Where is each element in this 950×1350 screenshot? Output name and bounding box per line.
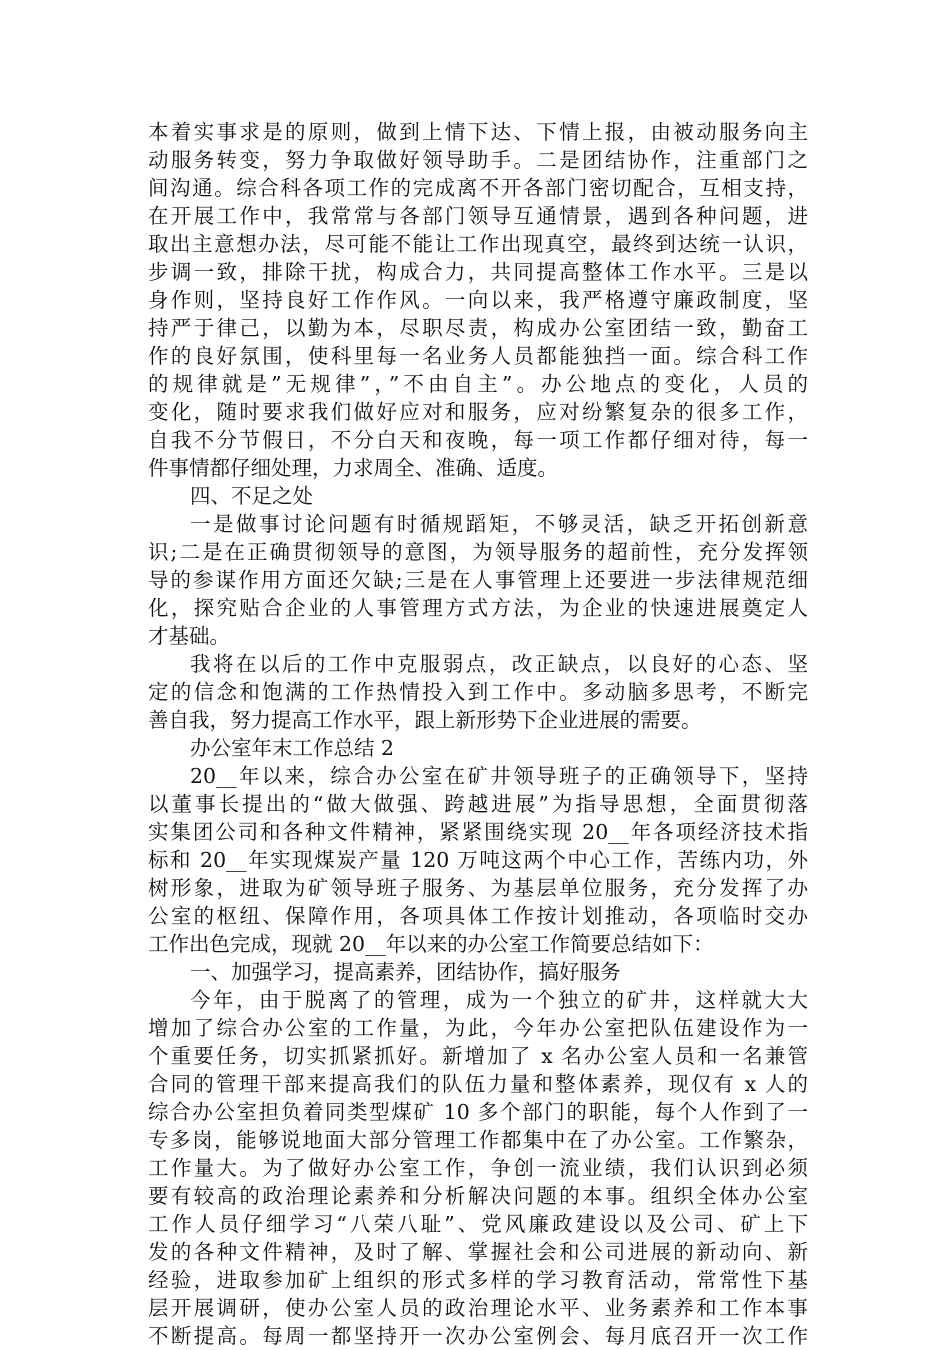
text-line: 公室的枢纽、保障作用，各项具体工作按计划推动，各项临时交办 <box>148 904 808 928</box>
text-line: 合同的管理干部来提高我们的队伍力量和整体素养，现仅有 x 人的 <box>148 1072 808 1096</box>
text-line: 变化，随时要求我们做好应对和服务，应对纷繁复杂的很多工作， <box>148 400 808 424</box>
text-line: 要有较高的政治理论素养和分析解决问题的本事。组织全体办公室 <box>148 1184 808 1208</box>
text-line: 善自我，努力提高工作水平，跟上新形势下企业进展的需要。 <box>148 708 702 732</box>
text-line: 工作人员仔细学习“八荣八耻”、党风廉政建设以及公司、矿上下 <box>148 1212 808 1236</box>
text-line: 取出主意想办法，尽可能不能让工作出现真空，最终到达统一认识， <box>148 232 808 256</box>
text-line: 身作则，坚持良好工作作风。一向以来，我严格遵守廉政制度，坚 <box>148 288 808 312</box>
text-line: 树形象，进取为矿领导班子服务、为基层单位服务，充分发挥了办 <box>148 876 808 900</box>
text-line: 四、不足之处 <box>190 484 313 508</box>
text-line: 的规律就是”无规律”，”不由自主”。办公地点的变化，人员的 <box>148 372 808 396</box>
text-line: 办公室年末工作总结 2 <box>190 736 395 760</box>
text-line: 持严于律己，以勤为本，尽职尽责，构成办公室团结一致，勤奋工 <box>148 316 808 340</box>
text-line: 增加了综合办公室的工作量，为此，今年办公室把队伍建设作为一 <box>148 1016 808 1040</box>
text-line: 本着实事求是的原则，做到上情下达、下情上报，由被动服务向主 <box>148 120 808 144</box>
text-line: 动服务转变，努力争取做好领导助手。二是团结协作，注重部门之 <box>148 148 808 172</box>
text-line: 步调一致，排除干扰，构成合力，共同提高整体工作水平。三是以 <box>148 260 808 284</box>
text-line: 20__年以来，综合办公室在矿井领导班子的正确领导下，坚持 <box>190 764 808 788</box>
text-line: 才基础。 <box>148 624 230 648</box>
text-line: 以董事长提出的“做大做强、跨越进展”为指导思想，全面贯彻落 <box>148 792 808 816</box>
text-line: 化，探究贴合企业的人事管理方式方法，为企业的快速进展奠定人 <box>148 596 808 620</box>
text-line: 间沟通。综合科各项工作的完成离不开各部门密切配合，互相支持， <box>148 176 808 200</box>
text-line: 专多岗，能够说地面大部分管理工作都集中在了办公室。工作繁杂， <box>148 1128 808 1152</box>
text-line: 层开展调研，使办公室人员的政治理论水平、业务素养和工作本事 <box>148 1296 808 1320</box>
text-line: 发的各种文件精神，及时了解、掌握社会和公司进展的新动向、新 <box>148 1240 808 1264</box>
text-line: 作的良好氛围，使科里每一名业务人员都能独挡一面。综合科工作 <box>148 344 808 368</box>
text-line: 自我不分节假日，不分白天和夜晚，每一项工作都仔细对待，每一 <box>148 428 808 452</box>
text-line: 不断提高。每周一都坚持开一次办公室例会、每月底召开一次工作 <box>148 1324 808 1348</box>
text-line: 导的参谋作用方面还欠缺;三是在人事管理上还要进一步法律规范细 <box>148 568 808 592</box>
text-line: 标和 20__年实现煤炭产量 120 万吨这两个中心工作，苦练内功，外 <box>148 848 808 872</box>
text-line: 件事情都仔细处理，力求周全、准确、适度。 <box>148 456 558 480</box>
text-line: 实集团公司和各种文件精神，紧紧围绕实现 20__年各项经济技术指 <box>148 820 808 844</box>
text-line: 今年，由于脱离了的管理，成为一个独立的矿井，这样就大大 <box>190 988 808 1012</box>
text-line: 综合办公室担负着同类型煤矿 10 多个部门的职能，每个人作到了一 <box>148 1100 808 1124</box>
text-line: 经验，进取参加矿上组织的形式多样的学习教育活动，常常性下基 <box>148 1268 808 1292</box>
text-line: 识;二是在正确贯彻领导的意图，为领导服务的超前性，充分发挥领 <box>148 540 808 564</box>
text-line: 我将在以后的工作中克服弱点，改正缺点，以良好的心态、坚 <box>190 652 808 676</box>
text-line: 个重要任务，切实抓紧抓好。新增加了 x 名办公室人员和一名兼管 <box>148 1044 808 1068</box>
text-line: 一是做事讨论问题有时循规蹈矩，不够灵活，缺乏开拓创新意 <box>190 512 808 536</box>
text-line: 工作出色完成，现就 20__年以来的办公室工作简要总结如下： <box>148 932 714 956</box>
document-body <box>148 118 808 1350</box>
text-line: 一、加强学习，提高素养，团结协作，搞好服务 <box>190 960 621 984</box>
text-line: 在开展工作中，我常常与各部门领导互通情景，遇到各种问题，进 <box>148 204 808 228</box>
text-line: 定的信念和饱满的工作热情投入到工作中。多动脑多思考，不断完 <box>148 680 808 704</box>
text-line: 工作量大。为了做好办公室工作，争创一流业绩，我们认识到必须 <box>148 1156 808 1180</box>
